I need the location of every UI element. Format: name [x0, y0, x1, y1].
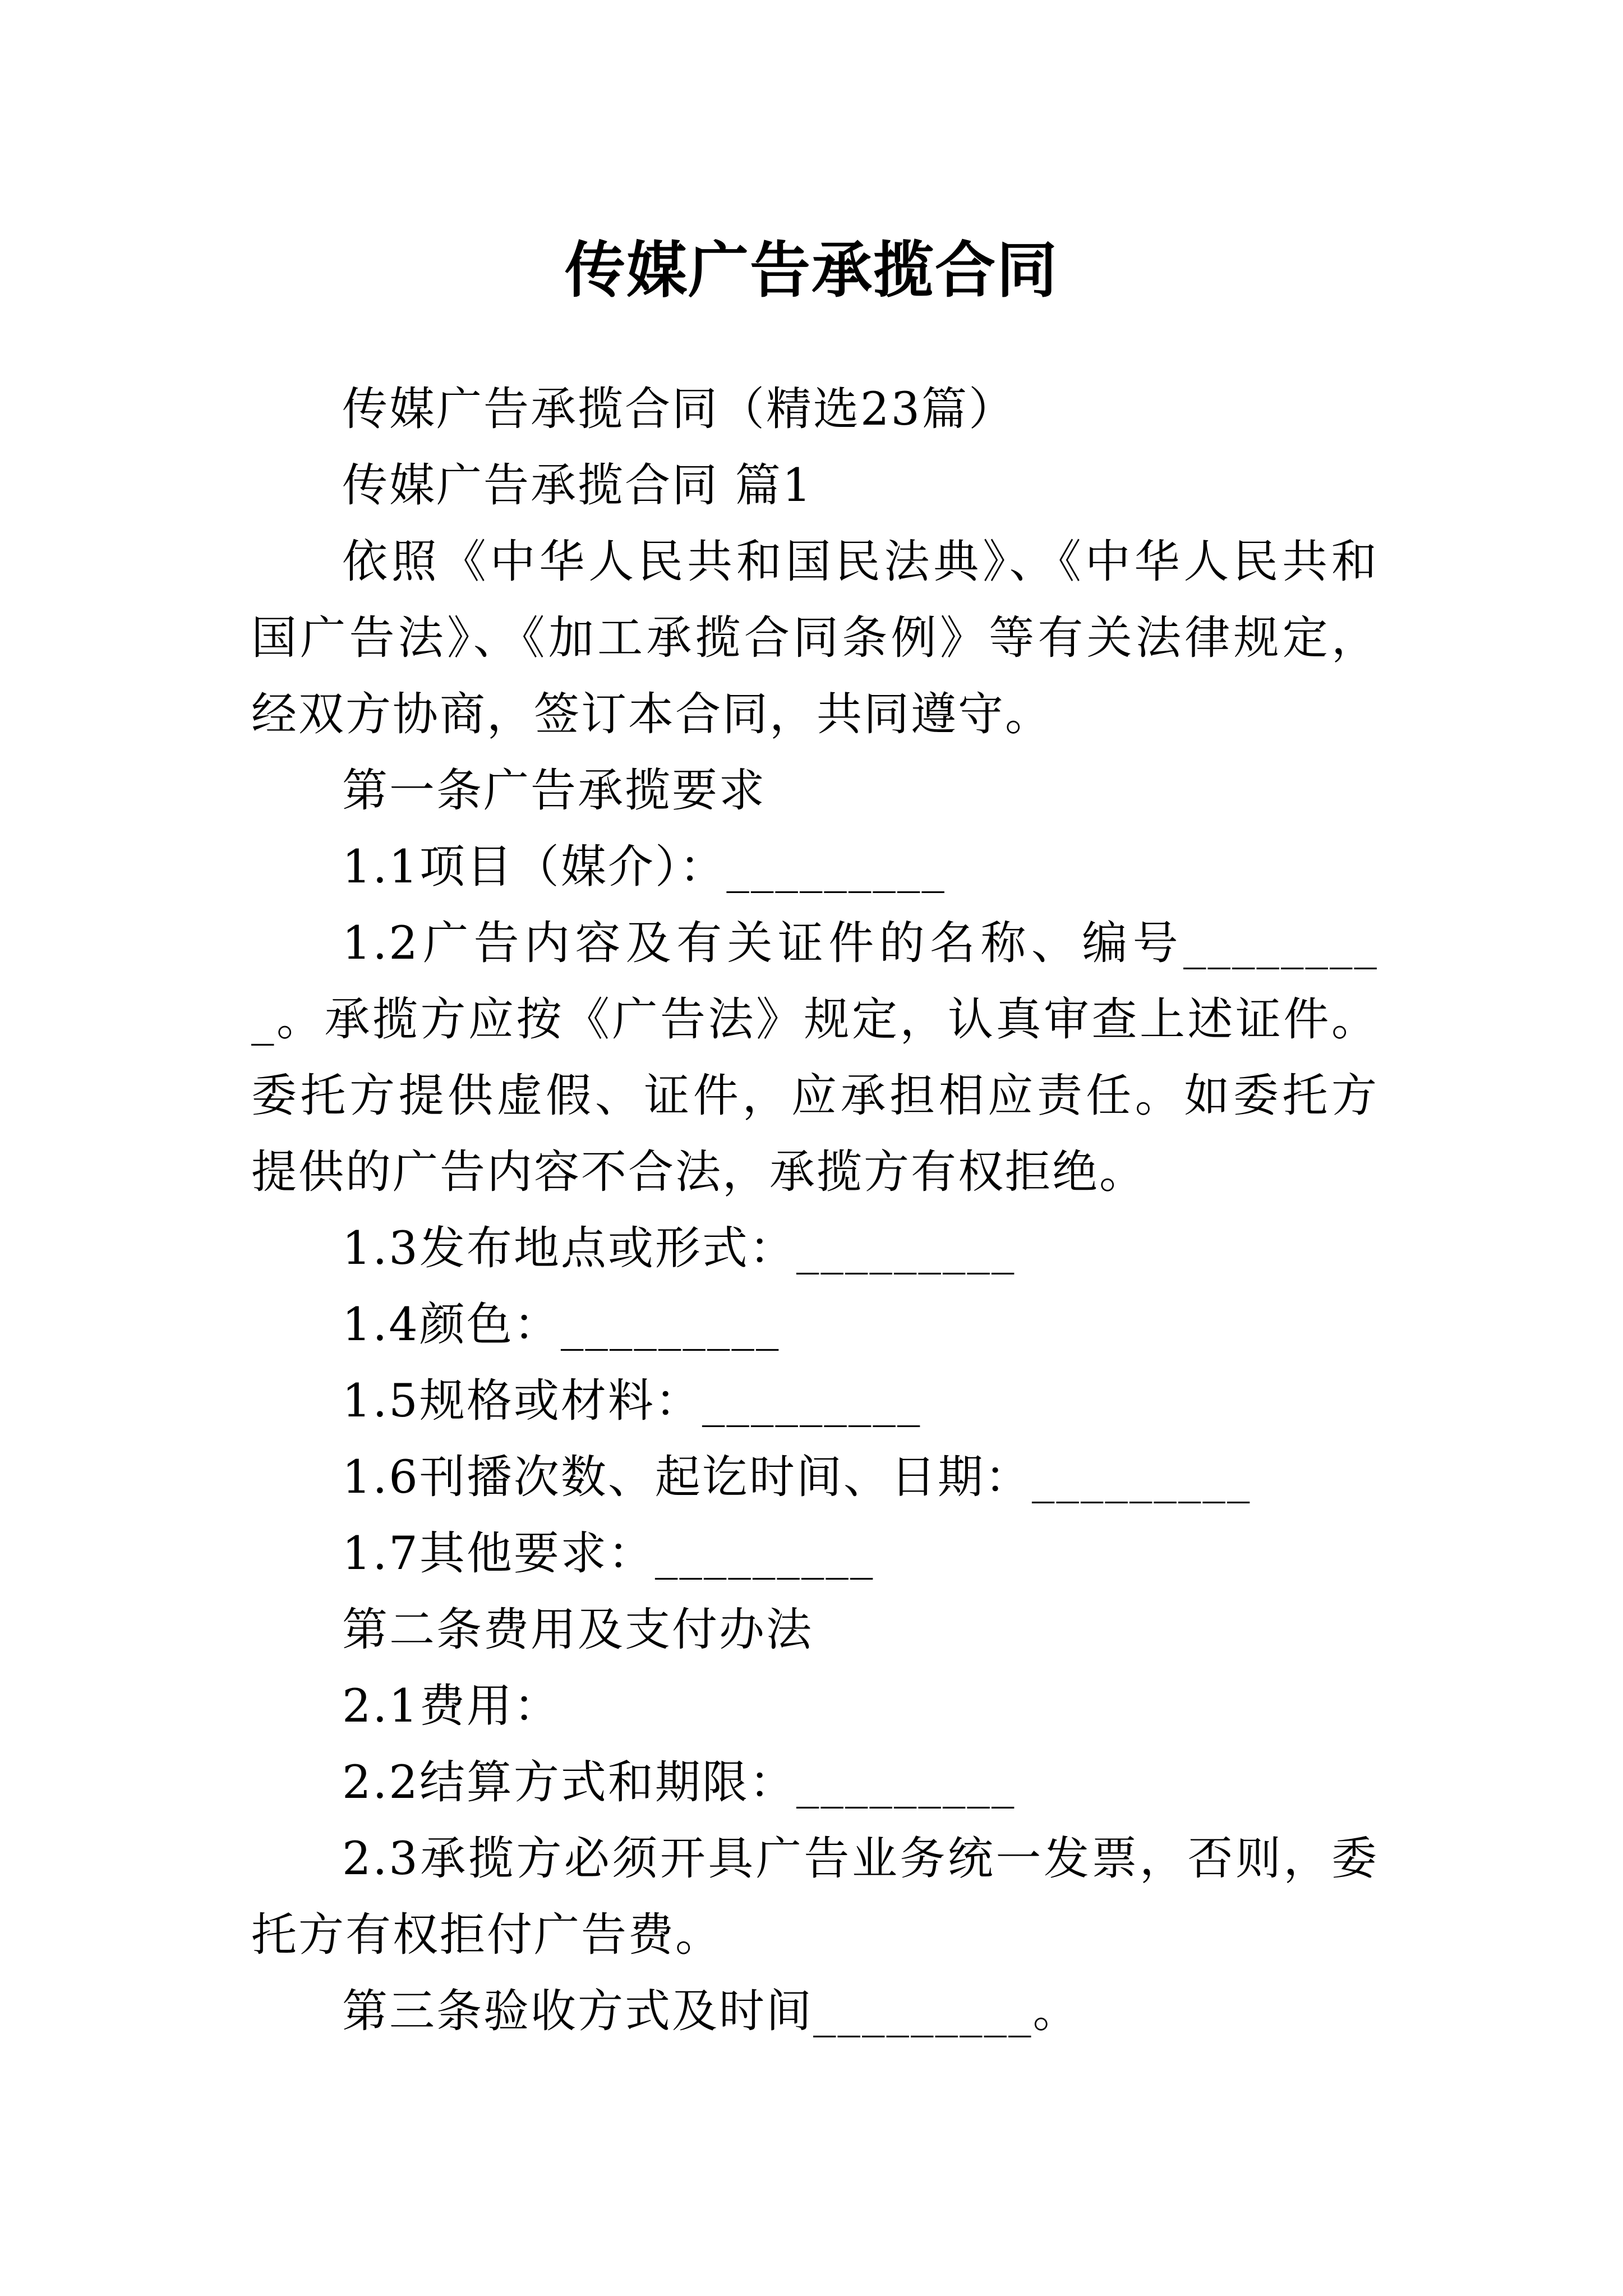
- clause-1-6: 1.6刊播次数、起讫时间、日期：_________: [342, 1451, 1252, 1504]
- clause-1-1: 1.1项目（媒介）：_________: [342, 841, 946, 894]
- clause-1-3: 1.3发布地点或形式：_________: [342, 1222, 1016, 1275]
- clause-1-2: 1.2广告内容及有关证件的名称、编号_________。承揽方应按《广告法》规定，认真审查上述证件。委托方提供虚假、证件，应承担相应责任。如委托方提供的广告内容不合法，承揽方有权拒绝。: [251, 917, 1378, 1199]
- clause-1-7: 1.7其他要求：_________: [342, 1527, 875, 1580]
- doc-subtitle: 传媒广告承揽合同（精选23篇）: [342, 383, 1016, 436]
- document-body: [251, 371, 1378, 2050]
- clause-2-3: 2.3承揽方必须开具广告业务统一发票，否则，委托方有权拒付广告费。: [251, 1833, 1378, 1962]
- document-title: 传媒广告承揽合同: [564, 235, 1058, 306]
- clause-2-1: 2.1费用：: [342, 1680, 561, 1733]
- clause-1-4: 1.4颜色：_________: [342, 1299, 781, 1351]
- clause-1-5: 1.5规格或材料：_________: [342, 1375, 922, 1428]
- clause-2-2: 2.2结算方式和期限：_________: [342, 1756, 1016, 1809]
- section-heading-part-1: 传媒广告承揽合同 篇1: [342, 459, 813, 512]
- preamble-paragraph: 依照《中华人民共和国民法典》、《中华人民共和国广告法》、《加工承揽合同条例》等有关法律规定，经双方协商，签订本合同，共同遵守。: [251, 536, 1378, 741]
- article-1-heading: 第一条广告承揽要求: [342, 765, 767, 817]
- article-3-heading: 第三条验收方式及时间_________。: [342, 1985, 1080, 2038]
- article-2-heading: 第二条费用及支付办法: [342, 1604, 814, 1657]
